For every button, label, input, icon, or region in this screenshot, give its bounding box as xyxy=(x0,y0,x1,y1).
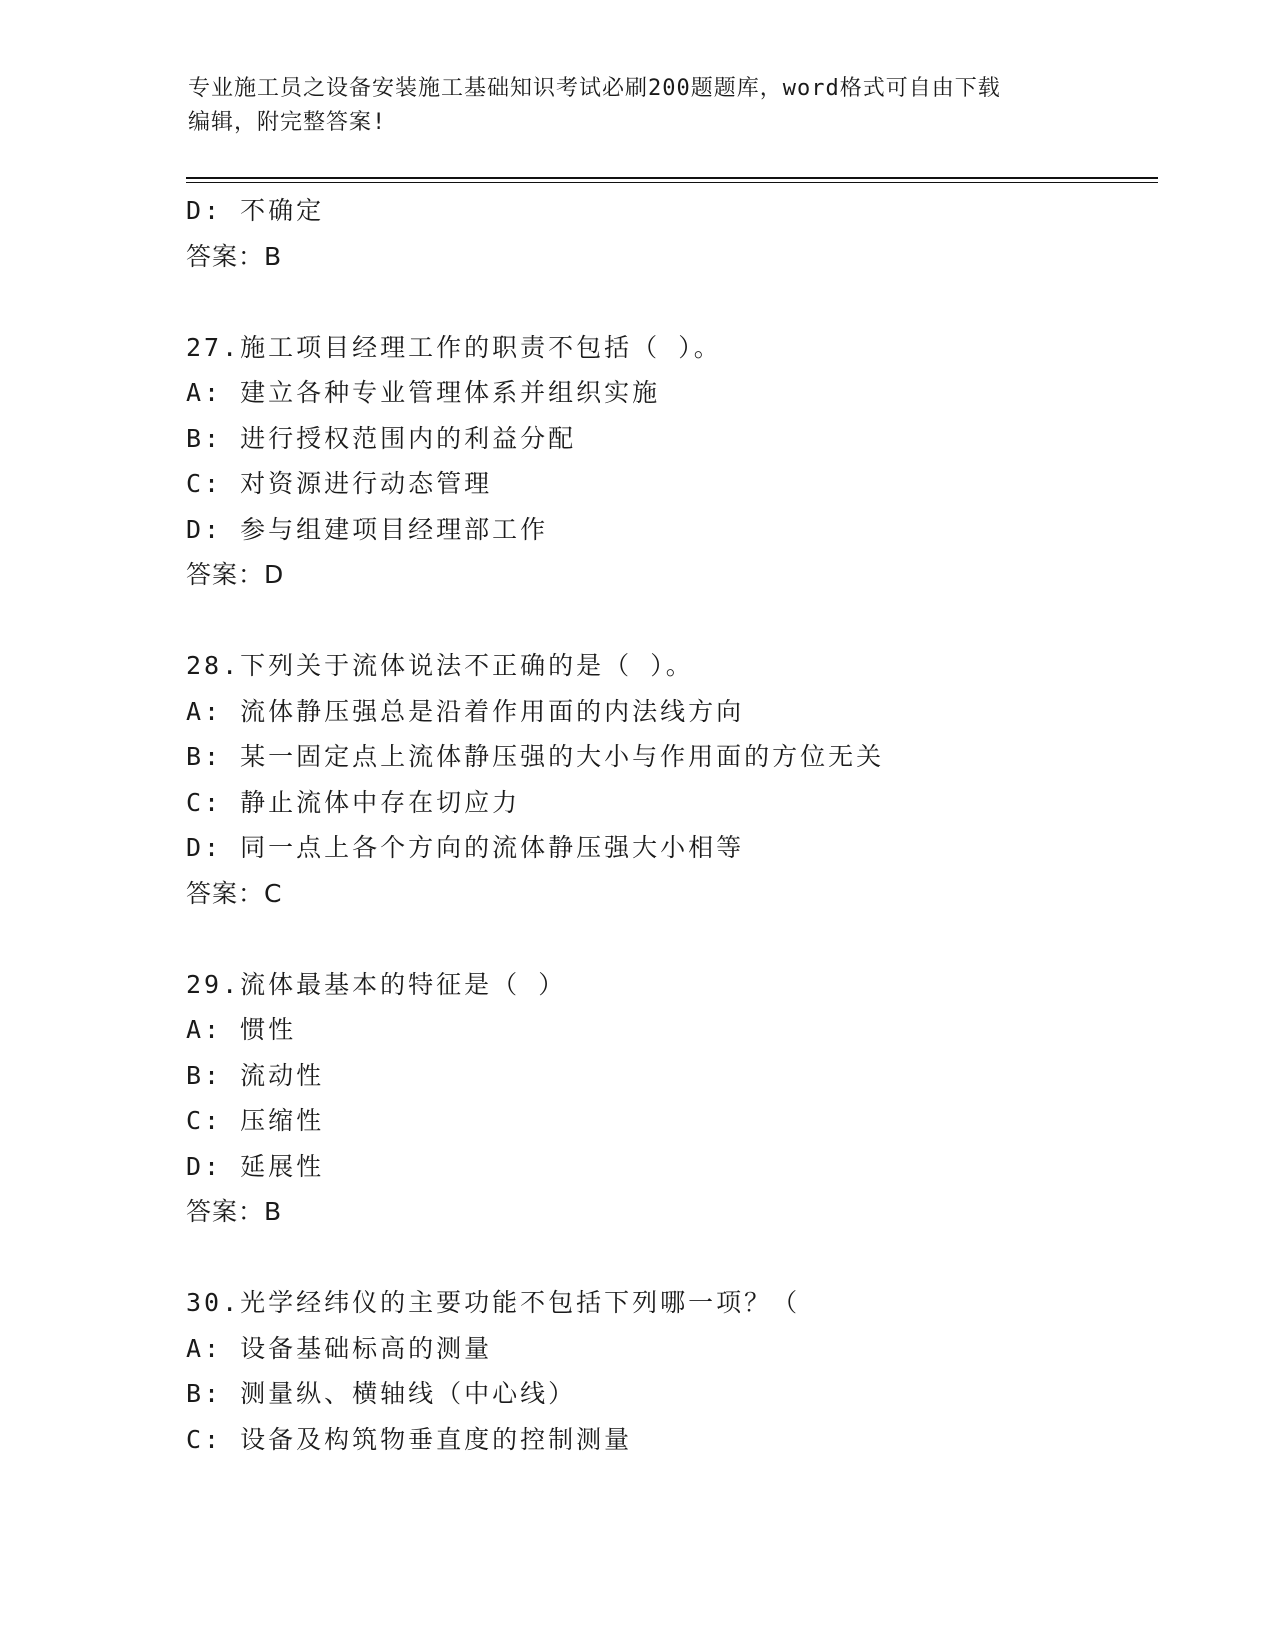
question-30 xyxy=(186,1280,1146,1462)
option-b: B: 流动性 xyxy=(186,1060,325,1090)
question-stem: 27.施工项目经理工作的职责不包括（ ）。 xyxy=(186,332,722,362)
option-c: C: 对资源进行动态管理 xyxy=(186,469,493,498)
spacer xyxy=(186,598,1146,644)
header-line-1: 专业施工员之设备安装施工基础知识考试必刷200题题库，word格式可自由下载 xyxy=(188,76,1001,101)
spacer xyxy=(186,279,1146,325)
spacer xyxy=(186,916,1146,962)
question-27 xyxy=(186,325,1146,598)
option-b: B: 某一固定点上流体静压强的大小与作用面的方位无关 xyxy=(186,742,885,771)
answer: 答案：D xyxy=(186,560,285,589)
option-d: D: 同一点上各个方向的流体静压强大小相等 xyxy=(186,833,745,862)
answer: 答案：B xyxy=(186,1197,283,1226)
option-a: A: 惯性 xyxy=(186,1015,297,1044)
question-stem: 28.下列关于流体说法不正确的是（ ）。 xyxy=(186,651,694,680)
header-rule-thin xyxy=(186,182,1158,183)
question-list xyxy=(186,188,1146,1462)
prev-option-d: D: 不确定 xyxy=(186,196,325,225)
option-d: D: 参与组建项目经理部工作 xyxy=(186,514,549,544)
option-b: B: 测量纵、横轴线（中心线） xyxy=(186,1379,577,1408)
option-c: C: 静止流体中存在切应力 xyxy=(186,787,521,817)
answer: 答案：C xyxy=(186,878,283,908)
spacer xyxy=(186,1235,1146,1281)
prev-answer: 答案：B xyxy=(186,241,283,271)
option-a: A: 建立各种专业管理体系并组织实施 xyxy=(186,378,661,407)
option-c: C: 压缩性 xyxy=(186,1106,325,1135)
option-a: A: 设备基础标高的测量 xyxy=(186,1333,493,1363)
document-header xyxy=(188,72,1088,140)
question-stem: 29.流体最基本的特征是（ ） xyxy=(186,969,567,999)
header-rule-thick xyxy=(186,177,1158,179)
option-b: B: 进行授权范围内的利益分配 xyxy=(186,423,577,453)
option-a: A: 流体静压强总是沿着作用面的内法线方向 xyxy=(186,696,745,726)
question-stem: 30.光学经纬仪的主要功能不包括下列哪一项？（ xyxy=(186,1288,801,1317)
option-c: C: 设备及构筑物垂直度的控制测量 xyxy=(186,1424,633,1454)
question-28 xyxy=(186,643,1146,916)
header-line-2: 编辑，附完整答案! xyxy=(188,110,387,135)
question-29 xyxy=(186,962,1146,1235)
option-d: D: 延展性 xyxy=(186,1151,325,1181)
